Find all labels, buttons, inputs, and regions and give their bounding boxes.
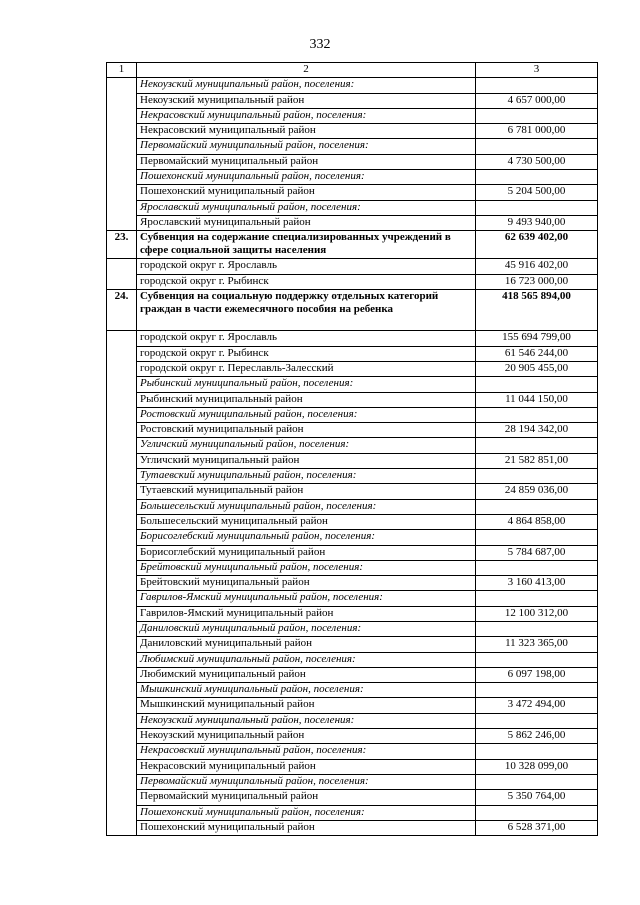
row-amount: 12 100 312,00 — [476, 606, 598, 621]
row-number — [107, 93, 137, 108]
row-name: Мышкинский муниципальный район, поселения: — [137, 683, 476, 698]
row-number — [107, 698, 137, 713]
subheading-row — [107, 560, 598, 575]
row-amount: 6 528 371,00 — [476, 820, 598, 835]
header-col-1: 1 — [107, 63, 137, 78]
row-amount — [476, 683, 598, 698]
row-number — [107, 407, 137, 422]
row-number — [107, 667, 137, 682]
row-number — [107, 560, 137, 575]
row-number — [107, 170, 137, 185]
table-row — [107, 667, 598, 682]
row-amount — [476, 560, 598, 575]
row-amount: 4 657 000,00 — [476, 93, 598, 108]
row-name: Пошехонский муниципальный район, поселения: — [137, 170, 476, 185]
subheading-row — [107, 591, 598, 606]
row-name: Угличский муниципальный район — [137, 453, 476, 468]
table-row — [107, 274, 598, 289]
row-amount: 11 323 365,00 — [476, 637, 598, 652]
row-name: Тутаевский муниципальный район, поселения: — [137, 469, 476, 484]
row-amount — [476, 652, 598, 667]
header-col-2: 2 — [137, 63, 476, 78]
row-name: Любимский муниципальный район, поселения: — [137, 652, 476, 667]
row-amount: 16 723 000,00 — [476, 274, 598, 289]
row-name: Даниловский муниципальный район — [137, 637, 476, 652]
row-number — [107, 591, 137, 606]
row-number — [107, 423, 137, 438]
row-number — [107, 259, 137, 274]
row-amount — [476, 438, 598, 453]
table-row — [107, 392, 598, 407]
row-amount: 3 160 413,00 — [476, 576, 598, 591]
section-row — [107, 231, 598, 259]
row-amount: 62 639 402,00 — [476, 231, 598, 259]
table-row — [107, 361, 598, 376]
subheading-row — [107, 108, 598, 123]
row-amount: 6 781 000,00 — [476, 124, 598, 139]
table-row — [107, 346, 598, 361]
row-name: Ярославский муниципальный район, поселения: — [137, 200, 476, 215]
row-name: городской округ г. Переславль-Залесский — [137, 361, 476, 376]
row-number — [107, 744, 137, 759]
table-row — [107, 698, 598, 713]
row-amount: 3 472 494,00 — [476, 698, 598, 713]
row-name: Некрасовский муниципальный район, поселения: — [137, 744, 476, 759]
row-number — [107, 377, 137, 392]
table-row — [107, 729, 598, 744]
row-number — [107, 790, 137, 805]
subheading-row — [107, 407, 598, 422]
row-name: Ярославский муниципальный район — [137, 215, 476, 230]
row-number — [107, 652, 137, 667]
row-name: городской округ г. Ярославль — [137, 259, 476, 274]
table-row — [107, 484, 598, 499]
row-amount: 11 044 150,00 — [476, 392, 598, 407]
table-row — [107, 185, 598, 200]
table-row — [107, 259, 598, 274]
row-name: Некрасовский муниципальный район — [137, 124, 476, 139]
row-number — [107, 805, 137, 820]
row-number — [107, 124, 137, 139]
subheading-row — [107, 139, 598, 154]
table-row — [107, 423, 598, 438]
subheading-row — [107, 774, 598, 789]
row-amount — [476, 530, 598, 545]
table-body — [107, 78, 598, 836]
row-name: Тутаевский муниципальный район — [137, 484, 476, 499]
subheading-row — [107, 438, 598, 453]
row-number — [107, 484, 137, 499]
row-number — [107, 622, 137, 637]
table-row — [107, 215, 598, 230]
table-row — [107, 790, 598, 805]
row-amount: 4 730 500,00 — [476, 154, 598, 169]
row-amount — [476, 469, 598, 484]
table-row — [107, 576, 598, 591]
row-name: Большесельский муниципальный район — [137, 514, 476, 529]
row-amount — [476, 622, 598, 637]
row-name: городской округ г. Рыбинск — [137, 346, 476, 361]
row-name: Пошехонский муниципальный район, поселения: — [137, 805, 476, 820]
row-name: Некоузский муниципальный район — [137, 729, 476, 744]
table-row — [107, 93, 598, 108]
subheading-row — [107, 499, 598, 514]
row-number — [107, 530, 137, 545]
row-number — [107, 78, 137, 93]
table-row — [107, 154, 598, 169]
row-amount — [476, 407, 598, 422]
row-amount: 155 694 799,00 — [476, 331, 598, 346]
row-number — [107, 108, 137, 123]
subheading-row — [107, 469, 598, 484]
table-row — [107, 820, 598, 835]
row-amount — [476, 108, 598, 123]
row-number — [107, 453, 137, 468]
row-number: 23. — [107, 231, 137, 259]
subheading-row — [107, 652, 598, 667]
table-row — [107, 124, 598, 139]
row-number — [107, 713, 137, 728]
table-row — [107, 331, 598, 346]
row-name: Гаврилов-Ямский муниципальный район — [137, 606, 476, 621]
row-name: Первомайский муниципальный район — [137, 154, 476, 169]
row-name: Субвенция на социальную поддержку отдельных категорий граждан в части ежемесячного пособия на ребенка — [137, 289, 476, 331]
row-number — [107, 331, 137, 346]
row-amount — [476, 377, 598, 392]
row-name: Первомайский муниципальный район, поселения: — [137, 139, 476, 154]
table-row — [107, 759, 598, 774]
row-number — [107, 392, 137, 407]
row-amount: 418 565 894,00 — [476, 289, 598, 331]
row-name: Субвенция на содержание специализированных учреждений в сфере социальной защиты населения — [137, 231, 476, 259]
table-row — [107, 606, 598, 621]
row-amount: 5 350 764,00 — [476, 790, 598, 805]
row-amount: 10 328 099,00 — [476, 759, 598, 774]
row-amount — [476, 200, 598, 215]
row-name: Любимский муниципальный район — [137, 667, 476, 682]
row-number — [107, 438, 137, 453]
table-row — [107, 637, 598, 652]
row-amount: 5 784 687,00 — [476, 545, 598, 560]
row-amount — [476, 805, 598, 820]
row-name: Первомайский муниципальный район, поселения: — [137, 774, 476, 789]
row-amount: 28 194 342,00 — [476, 423, 598, 438]
row-amount: 20 905 455,00 — [476, 361, 598, 376]
row-number — [107, 820, 137, 835]
row-number — [107, 499, 137, 514]
row-name: Даниловский муниципальный район, поселения: — [137, 622, 476, 637]
row-amount: 5 862 246,00 — [476, 729, 598, 744]
row-number: 24. — [107, 289, 137, 331]
row-amount: 9 493 940,00 — [476, 215, 598, 230]
row-number — [107, 346, 137, 361]
row-name: Пошехонский муниципальный район — [137, 820, 476, 835]
subheading-row — [107, 377, 598, 392]
row-name: Некоузский муниципальный район — [137, 93, 476, 108]
row-amount — [476, 499, 598, 514]
row-amount: 5 204 500,00 — [476, 185, 598, 200]
row-name: Борисоглебский муниципальный район, поселения: — [137, 530, 476, 545]
row-amount: 4 864 858,00 — [476, 514, 598, 529]
row-number — [107, 545, 137, 560]
row-name: городской округ г. Рыбинск — [137, 274, 476, 289]
subvention-table — [106, 62, 598, 836]
row-number — [107, 683, 137, 698]
row-amount — [476, 744, 598, 759]
row-name: Первомайский муниципальный район — [137, 790, 476, 805]
row-name: Брейтовский муниципальный район, поселения: — [137, 560, 476, 575]
row-name: Рыбинский муниципальный район — [137, 392, 476, 407]
row-name: Некрасовский муниципальный район — [137, 759, 476, 774]
subheading-row — [107, 622, 598, 637]
subheading-row — [107, 530, 598, 545]
row-number — [107, 469, 137, 484]
row-amount — [476, 139, 598, 154]
subheading-row — [107, 744, 598, 759]
row-number — [107, 729, 137, 744]
row-number — [107, 361, 137, 376]
row-number — [107, 274, 137, 289]
row-name: Некрасовский муниципальный район, поселения: — [137, 108, 476, 123]
row-number — [107, 576, 137, 591]
row-number — [107, 637, 137, 652]
page-number: 332 — [309, 37, 331, 52]
row-amount: 45 916 402,00 — [476, 259, 598, 274]
row-name: Ростовский муниципальный район, поселения: — [137, 407, 476, 422]
row-name: Гаврилов-Ямский муниципальный район, поселения: — [137, 591, 476, 606]
row-name: Рыбинский муниципальный район, поселения: — [137, 377, 476, 392]
row-name: Угличский муниципальный район, поселения: — [137, 438, 476, 453]
row-number — [107, 759, 137, 774]
subheading-row — [107, 78, 598, 93]
table-row — [107, 545, 598, 560]
header-col-3: 3 — [476, 63, 598, 78]
row-number — [107, 606, 137, 621]
row-amount: 24 859 036,00 — [476, 484, 598, 499]
subheading-row — [107, 683, 598, 698]
row-number — [107, 774, 137, 789]
row-amount: 6 097 198,00 — [476, 667, 598, 682]
row-amount: 21 582 851,00 — [476, 453, 598, 468]
row-number — [107, 215, 137, 230]
row-number — [107, 514, 137, 529]
row-name: Некоузский муниципальный район, поселения: — [137, 713, 476, 728]
section-row — [107, 289, 598, 331]
row-amount — [476, 774, 598, 789]
row-name: Пошехонский муниципальный район — [137, 185, 476, 200]
row-number — [107, 185, 137, 200]
subheading-row — [107, 200, 598, 215]
row-amount: 61 546 244,00 — [476, 346, 598, 361]
table-row — [107, 453, 598, 468]
table-header-row — [107, 63, 598, 78]
row-name: Некоузский муниципальный район, поселения: — [137, 78, 476, 93]
row-name: Брейтовский муниципальный район — [137, 576, 476, 591]
row-number — [107, 200, 137, 215]
row-name: Мышкинский муниципальный район — [137, 698, 476, 713]
row-amount — [476, 170, 598, 185]
row-amount — [476, 591, 598, 606]
row-name: Большесельский муниципальный район, поселения: — [137, 499, 476, 514]
row-name: Ростовский муниципальный район — [137, 423, 476, 438]
row-amount — [476, 713, 598, 728]
row-number — [107, 139, 137, 154]
row-number — [107, 154, 137, 169]
row-name: Борисоглебский муниципальный район — [137, 545, 476, 560]
subheading-row — [107, 805, 598, 820]
row-amount — [476, 78, 598, 93]
row-name: городской округ г. Ярославль — [137, 331, 476, 346]
subheading-row — [107, 170, 598, 185]
subheading-row — [107, 713, 598, 728]
table-row — [107, 514, 598, 529]
